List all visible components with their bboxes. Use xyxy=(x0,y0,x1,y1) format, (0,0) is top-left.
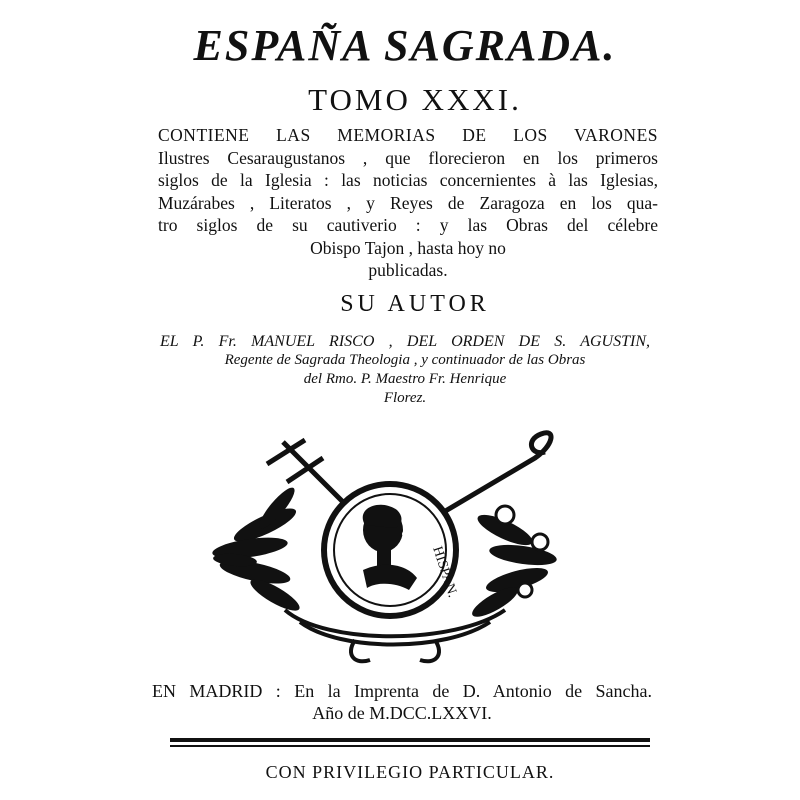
author-line: EL P. Fr. MANUEL RISCO , DEL ORDEN DE S. AGUSTIN, xyxy=(160,333,650,350)
volume-number: TOMO XXXI. xyxy=(308,82,522,117)
description-line: tro siglos de su cautiverio : y las Obras del célebre xyxy=(158,215,658,235)
description-line: siglos de la Iglesia : las noticias concernientes à las Iglesias, xyxy=(158,170,658,190)
imprint-block xyxy=(152,680,652,724)
crest-medallion-icon xyxy=(205,430,575,670)
description-line: CONTIENE LAS MEMORIAS DE LOS VARONES xyxy=(158,125,658,145)
crozier-icon xyxy=(437,433,551,516)
laurel-branch-icon xyxy=(211,484,303,616)
book-title: ESPAÑA SAGRADA. xyxy=(193,21,617,70)
author-block xyxy=(160,332,650,408)
privilege-line: CON PRIVILEGIO PARTICULAR. xyxy=(265,762,555,782)
divider-rule xyxy=(170,745,650,747)
imprint-date: Año de M.DCC.LXXVI. xyxy=(312,703,492,723)
description-line: publicadas. xyxy=(368,260,448,280)
description-block xyxy=(158,124,658,282)
description-line: Muzárabes , Literatos , y Reyes de Zaragoza en los qua- xyxy=(158,192,658,213)
imprint-line: EN MADRID : En la Imprenta de D. Antonio de Sancha. xyxy=(152,681,652,701)
author-heading: SU AUTOR xyxy=(340,291,490,317)
medallion-inscription: HISPAN. xyxy=(429,544,460,600)
description-line: Obispo Tajon , hasta hoy no xyxy=(310,237,506,258)
author-line: del Rmo. P. Maestro Fr. Henrique xyxy=(303,371,507,387)
author-line: Florez. xyxy=(383,390,427,406)
flower-branch-icon xyxy=(468,506,557,622)
divider-rule xyxy=(170,738,650,742)
description-line: Ilustres Cesaraugustanos , que florecieron en los primeros xyxy=(158,147,658,168)
author-line: Regente de Sagrada Theologia , y continuador de las Obras xyxy=(224,352,586,368)
